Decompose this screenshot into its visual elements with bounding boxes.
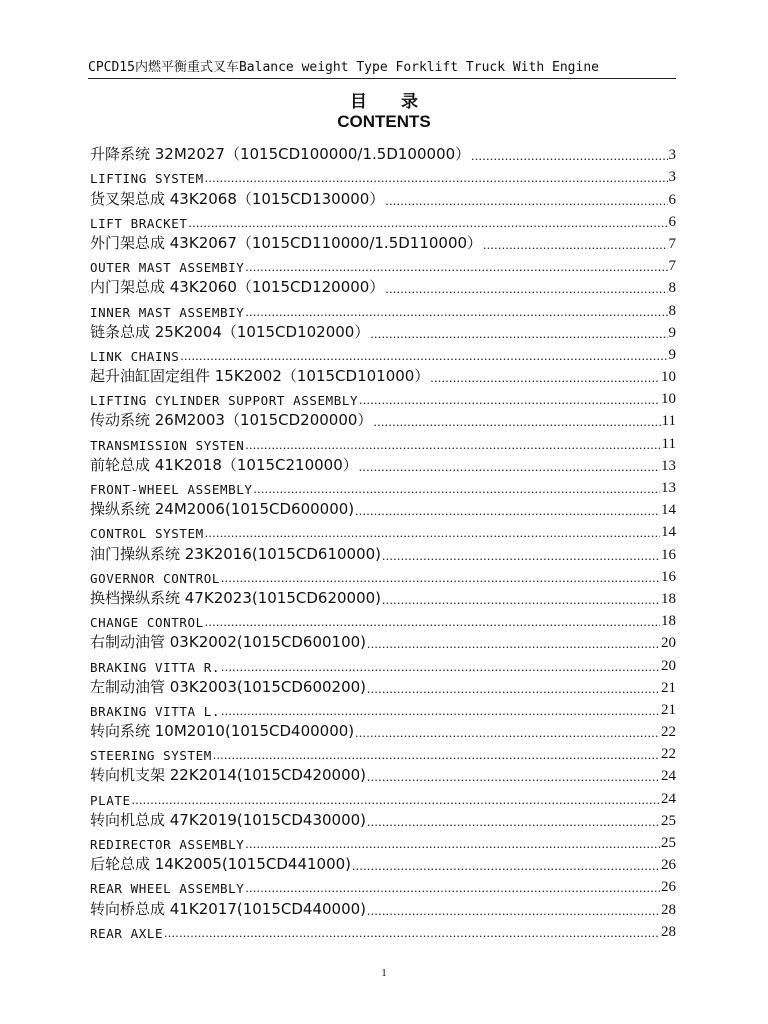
toc-entry-page: 13 [661,457,676,474]
dot-leader [245,880,660,896]
toc-entry[interactable] [90,475,676,497]
toc-entry[interactable] [90,675,676,697]
toc-entry-title: REDIRECTOR ASSEMBLY [90,837,245,852]
toc-entry[interactable] [90,342,676,364]
toc-entry[interactable] [90,608,676,630]
dot-leader [132,792,660,808]
dot-leader [385,281,667,297]
toc-entry-page: 25 [661,812,676,829]
toc-entry-page: 3 [668,169,676,186]
toc-entry-page: 11 [661,435,676,452]
dot-leader [355,503,660,519]
toc-entry-page: 14 [661,502,676,519]
toc-entry-title: REAR AXLE [90,925,164,941]
toc-entry[interactable] [90,630,676,652]
toc-entry[interactable] [90,186,676,208]
toc-entry[interactable] [90,541,676,563]
toc-entry-page: 14 [661,524,676,541]
toc-entry-page: 16 [661,546,676,563]
dot-leader [359,459,660,475]
toc-entry[interactable] [90,275,676,297]
dot-leader [367,681,660,697]
toc-entry[interactable] [90,497,676,519]
toc-entry-title: 右制动油管 03K2002(1015CD600100) [90,633,367,652]
toc-entry-page: 21 [661,679,676,696]
toc-entry-page: 18 [661,613,676,630]
toc-entry[interactable] [90,408,676,430]
dot-leader [205,614,660,630]
dot-leader [189,215,668,231]
dot-leader [355,725,660,741]
toc-entry-title: 前轮总成 41K2018（1015C210000） [90,455,358,474]
toc-entry-page: 28 [661,923,676,940]
toc-entry[interactable] [90,320,676,342]
toc-entry-page: 25 [661,835,676,851]
dot-leader [205,170,668,186]
toc-entry-title: FRONT-WHEEL ASSEMBLY [90,482,253,497]
toc-entry-title: 油门操纵系统 23K2016(1015CD610000) [90,544,382,563]
toc-entry[interactable] [90,209,676,231]
toc-entry-title: 操纵系统 24M2006(1015CD600000) [90,500,355,519]
toc-entry-title: REAR WHEEL ASSEMBLY [90,881,245,897]
toc-entry[interactable] [90,297,676,319]
toc-entry-title: BRAKING VITTA R. [90,659,221,675]
toc-title-english: CONTENTS [337,112,431,131]
toc-entry-title: CONTROL SYSTEM [90,526,204,542]
running-header: CPCD15内燃平衡重式叉车Balance weight Type Forklift Truck With Engine [88,58,676,79]
toc-entry-page: 10 [661,369,676,386]
dot-leader [370,326,667,342]
toc-entry[interactable] [90,142,676,164]
toc-entry-title: 传动系统 26M2003（1015CD200000） [90,411,373,430]
toc-entry[interactable] [90,719,676,741]
toc-entry-page: 26 [661,857,676,874]
toc-entry[interactable] [90,896,676,918]
toc-entry[interactable] [90,253,676,275]
toc-entry-page: 8 [668,302,676,319]
dot-leader [471,148,667,164]
toc-entry-title: 转向机支架 22K2014(1015CD420000) [90,766,367,785]
toc-entry-title: 货叉架总成 43K2068（1015CD130000） [90,189,385,208]
toc-entry-page: 16 [661,568,676,585]
toc-entry-page: 20 [661,635,676,652]
dot-leader [367,769,660,785]
toc-entry[interactable] [90,874,676,896]
toc-entry-page: 3 [668,147,676,164]
toc-entry[interactable] [90,919,676,941]
toc-entry-page: 6 [668,213,676,230]
dot-leader [180,348,667,364]
dot-leader [245,836,660,852]
toc-entry[interactable] [90,852,676,874]
toc-entry-title: 外门架总成 43K2067（1015CD110000/1.5D110000） [90,233,483,252]
toc-entry-title: PLATE [90,792,131,808]
dot-leader [164,925,660,941]
toc-entry[interactable] [90,519,676,541]
page-number: 1 [381,967,387,979]
toc-entry-title: STEERING SYSTEM [90,748,212,764]
dot-leader [359,392,660,408]
toc-entry-title: CHANGE CONTROL [90,615,204,631]
toc-entry-page: 10 [661,391,676,408]
toc-entry-page: 9 [668,346,676,363]
toc-entry-title: LIFTING SYSTEM [90,171,204,187]
toc-entry-title: OUTER MAST ASSEMBIY [90,260,245,276]
toc-entry-page: 11 [661,413,676,430]
toc-entry-page: 24 [661,768,676,785]
dot-leader [245,304,667,320]
toc-entry-page: 24 [661,790,676,807]
toc-entry-page: 8 [668,280,676,297]
dot-leader [367,814,660,830]
dot-leader [245,437,660,453]
dot-leader [221,703,660,719]
dot-leader [430,370,660,386]
toc-entry-page: 7 [668,258,676,275]
dot-leader [382,548,660,564]
toc-entry-title: 升降系统 32M2027（1015CD100000/1.5D100000） [90,145,471,164]
toc-entry[interactable] [90,364,676,386]
dot-leader [367,636,660,652]
toc-entry-page: 21 [661,701,676,718]
toc-entry[interactable] [90,430,676,452]
toc-entry-title: GOVERNOR CONTROL [90,570,221,586]
toc-entry-title: 换档操纵系统 47K2023(1015CD620000) [90,588,382,607]
dot-leader [213,747,660,763]
toc-entry[interactable] [90,830,676,852]
dot-leader [254,481,660,497]
toc-entry-title: TRANSMISSION SYSTEN [90,437,245,453]
toc-entry-page: 18 [661,590,676,607]
toc-entry-title: 内门架总成 43K2060（1015CD120000） [90,278,385,297]
toc-entry[interactable] [90,564,676,586]
toc-entry-page: 13 [661,480,676,496]
dot-leader [205,525,660,541]
dot-leader [352,858,660,874]
toc-entry[interactable] [90,164,676,186]
toc-entry[interactable] [90,586,676,608]
toc-entry[interactable] [90,741,676,763]
toc-entry[interactable] [90,697,676,719]
toc-entry-page: 7 [668,235,676,252]
dot-leader [221,570,660,586]
toc-entry-page: 6 [668,191,676,208]
toc-entry[interactable] [90,808,676,830]
toc-entry-title: LINK CHAINS [90,348,180,364]
toc-entry-page: 26 [661,879,676,896]
toc-entry-page: 20 [661,657,676,674]
dot-leader [483,237,667,253]
toc-entry-title: LIFTING CYLINDER SUPPORT ASSEMBLY [90,393,359,409]
dot-leader [245,259,667,275]
toc-entry[interactable] [90,453,676,475]
dot-leader [367,903,660,919]
toc-entry-page: 28 [661,901,676,918]
dot-leader [382,592,660,608]
toc-entry[interactable] [90,763,676,785]
toc-entry-title: 转向桥总成 41K2017(1015CD440000) [90,899,367,918]
toc-entry-title: 链条总成 25K2004（1015CD102000） [90,322,370,341]
dot-leader [221,659,660,675]
dot-leader [373,414,660,430]
toc-entry-title: LIFT BRACKET [90,215,188,231]
toc-entry-title: 转向机总成 47K2019(1015CD430000) [90,810,367,829]
toc-entry-title: 起升油缸固定组件 15K2002（1015CD101000） [90,367,430,386]
toc-entry[interactable] [90,652,676,674]
toc-entry[interactable] [90,231,676,253]
toc-entry-title: INNER MAST ASSEMBIY [90,304,245,320]
table-of-contents [90,142,676,941]
toc-entry-title: 后轮总成 14K2005(1015CD441000) [90,855,352,874]
toc-entry-title: BRAKING VITTA L. [90,703,221,719]
toc-entry-title: 转向系统 10M2010(1015CD400000) [90,722,355,741]
toc-entry-page: 9 [668,324,676,341]
toc-entry[interactable] [90,386,676,408]
toc-entry-page: 22 [661,724,676,741]
toc-entry-page: 22 [661,746,676,763]
toc-entry-title: 左制动油管 03K2003(1015CD600200) [90,677,367,696]
toc-entry[interactable] [90,785,676,807]
dot-leader [385,193,667,209]
toc-title-chinese: 目 录 [350,92,432,112]
